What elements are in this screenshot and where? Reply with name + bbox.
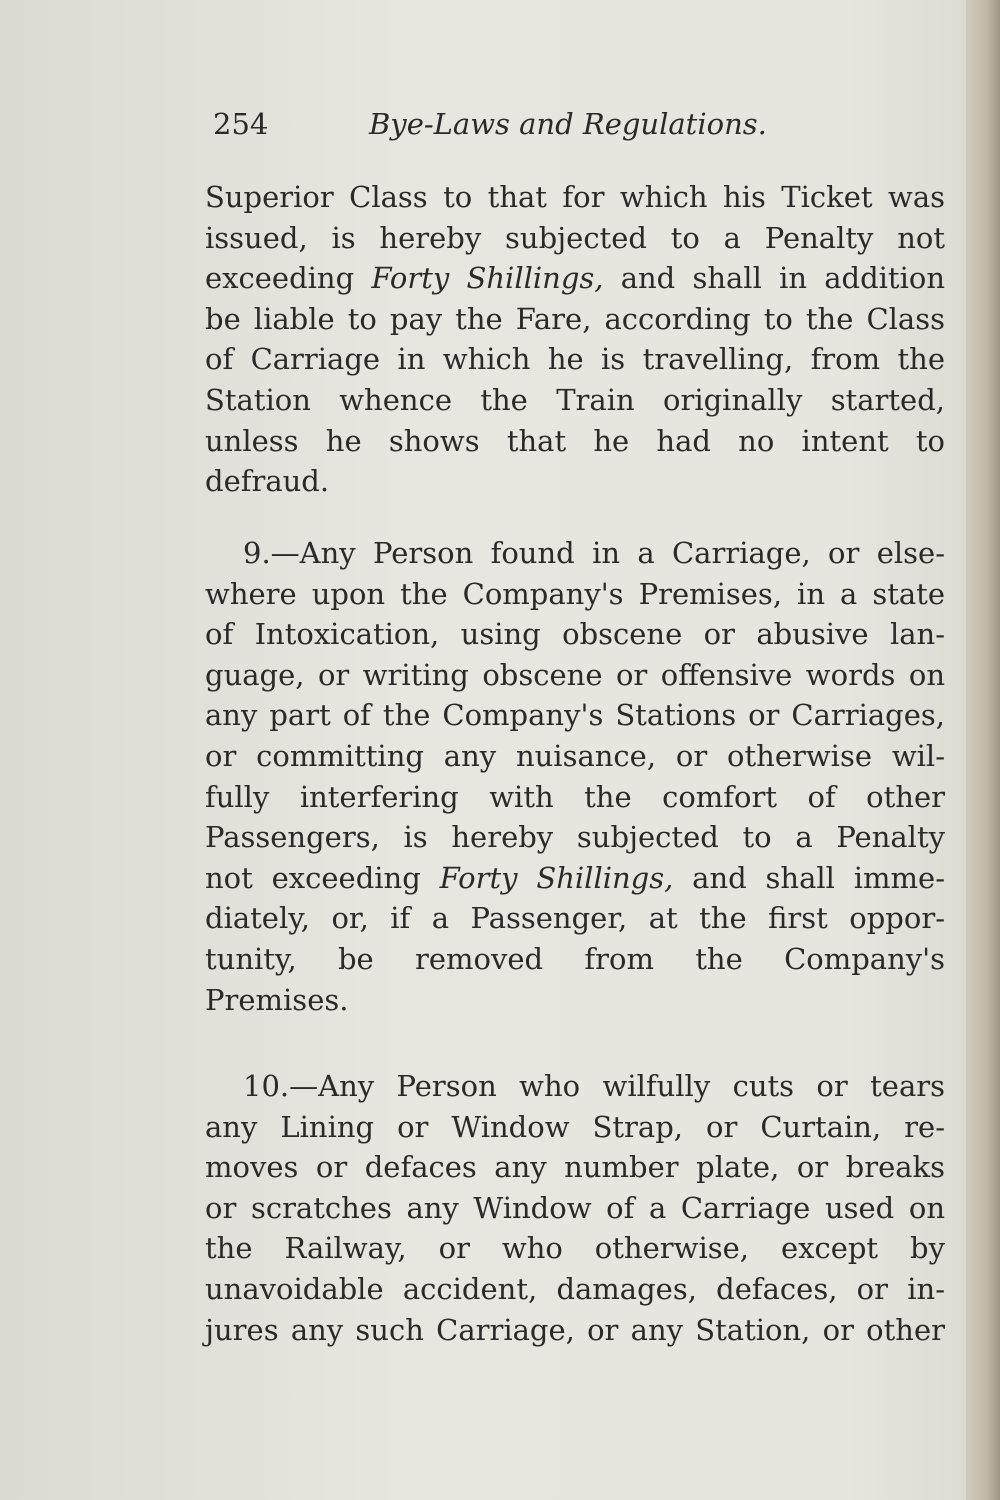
text-line-pre: exceeding [205, 261, 372, 296]
text-line [205, 858, 945, 899]
text-line: issued, is hereby subjected to a Penalty not [205, 220, 945, 255]
text-line: or committing any nuisance, or otherwise wil- [205, 738, 945, 773]
bye-law-10 [205, 1066, 945, 1350]
text-line: 10.—Any Person who wilfully cuts or tears [243, 1069, 945, 1103]
text-line: Premises. [205, 982, 349, 1017]
running-header [213, 102, 813, 146]
italic-penalty-amount: Forty Shillings, [371, 261, 604, 296]
text-line: of Carriage in which he is travelling, from the [205, 342, 945, 377]
paragraph-continuation [205, 177, 945, 502]
page-number: 254 [213, 107, 269, 141]
text-line: diately, or, if a Passenger, at the first oppor- [205, 901, 945, 936]
text-line: unavoidable accident, damages, defaces, or in- [205, 1271, 945, 1306]
text-line: defraud. [205, 464, 330, 499]
text-line-post: and shall in addition [603, 261, 946, 296]
text-line: 9.—Any Person found in a Carriage, or else- [243, 536, 945, 570]
bye-law-9 [205, 533, 945, 1020]
running-title: Bye-Laws and Regulations. [369, 107, 767, 141]
text-line: the Railway, or who otherwise, except by [205, 1231, 945, 1266]
text-line-pre: not exceeding [205, 860, 440, 895]
text-line: any Lining or Window Strap, or Curtain, re- [205, 1109, 945, 1144]
text-line: guage, or writing obscene or offensive words on [205, 657, 945, 692]
text-line-post: and shall imme- [673, 860, 945, 895]
text-line: fully interfering with the comfort of other [205, 779, 945, 814]
text-line [205, 258, 945, 299]
text-line: Passengers, is hereby subjected to a Penalty [205, 820, 945, 855]
text-line: Station whence the Train originally started, [205, 382, 945, 417]
text-line: be liable to pay the Fare, according to the Class [205, 301, 945, 336]
page-gutter-edge [966, 0, 1000, 1500]
text-line: unless he shows that he had no intent to [205, 423, 945, 458]
text-line: any part of the Company's Stations or Carriages, [205, 698, 945, 733]
text-line: tunity, be removed from the Company's [205, 941, 945, 976]
italic-penalty-amount: Forty Shillings, [439, 860, 674, 895]
text-line: where upon the Company's Premises, in a state [205, 576, 945, 611]
text-line: of Intoxication, using obscene or abusive lan- [205, 617, 945, 652]
text-line: or scratches any Window of a Carriage used on [205, 1190, 945, 1225]
text-line: moves or defaces any number plate, or breaks [205, 1150, 945, 1185]
text-line: Superior Class to that for which his Ticket was [205, 180, 945, 214]
text-line: jures any such Carriage, or any Station, or other [205, 1312, 945, 1347]
